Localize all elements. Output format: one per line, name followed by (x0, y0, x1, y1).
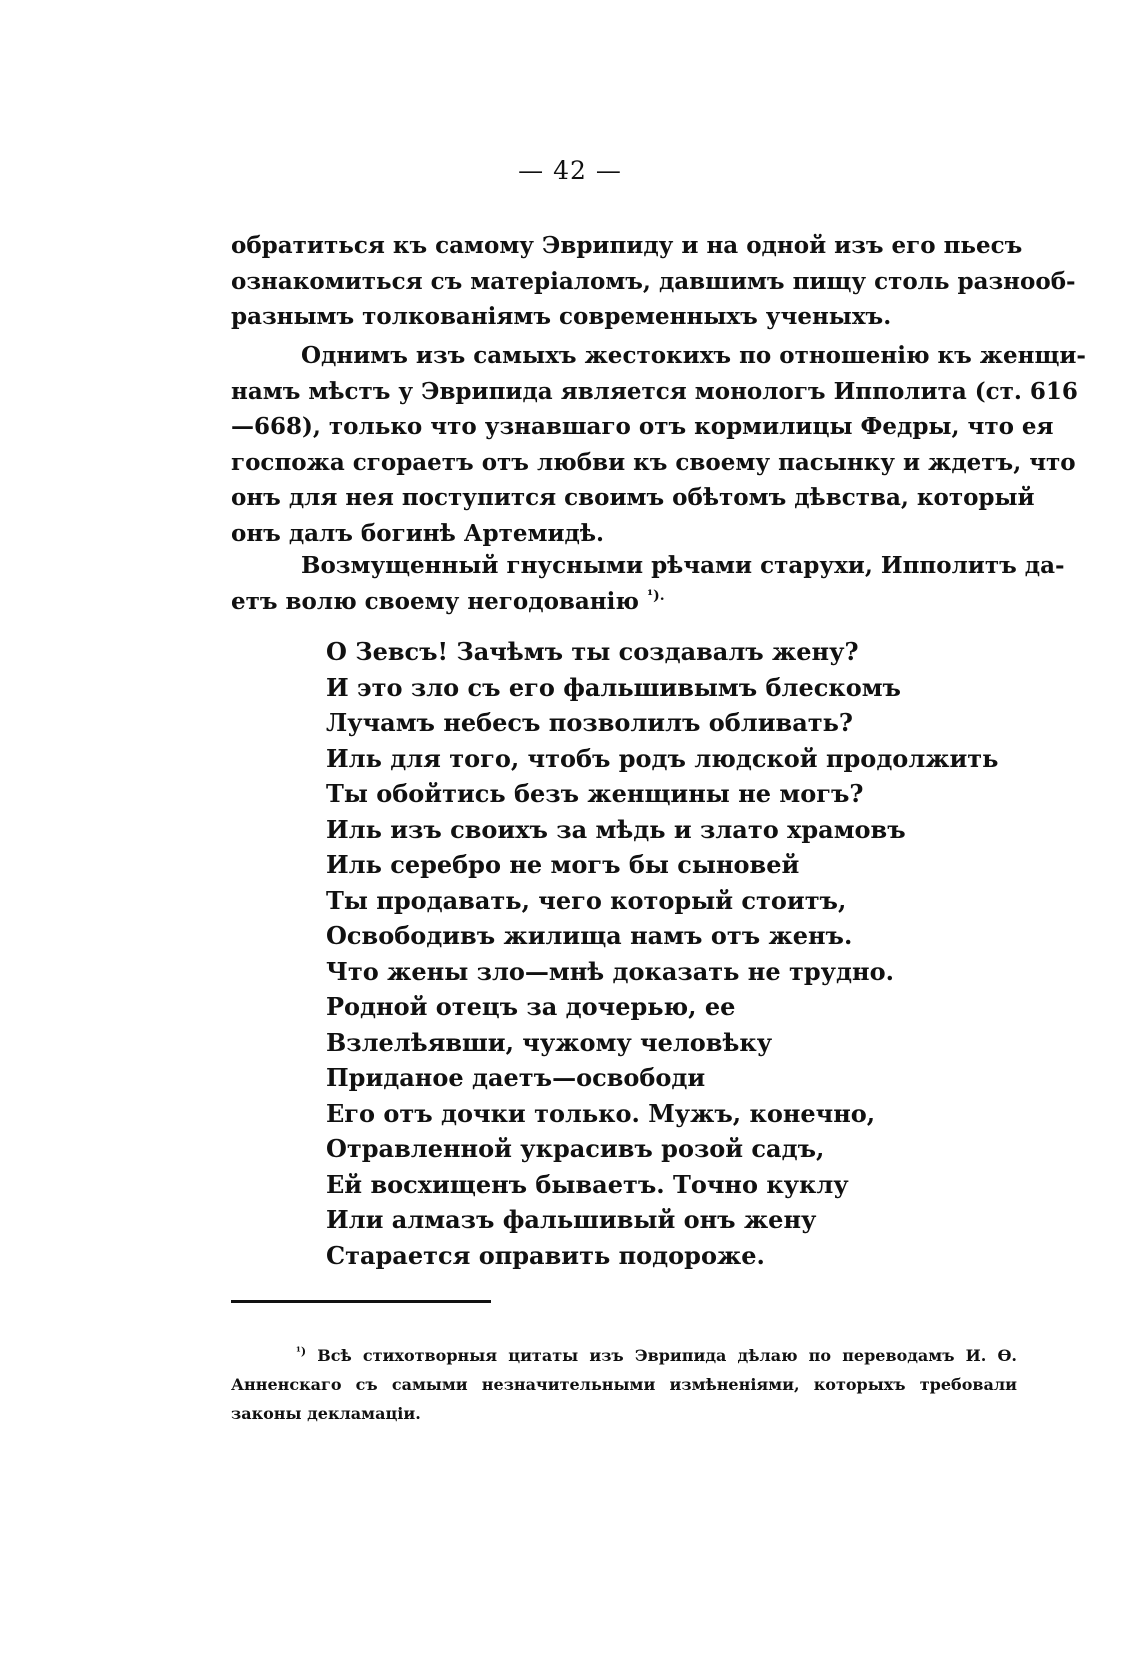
text-line: намъ мѣстъ у Эврипида является монологъ Ипполита (ст. 616 (231, 377, 1078, 405)
verse-line: Взлелѣявши, чужому человѣку (326, 1027, 773, 1057)
footnote (231, 1337, 1017, 1428)
text-line: Возмущенный гнусными рѣчами старухи, Ипполитъ да- (301, 552, 1065, 579)
verse-line: Его отъ дочки только. Мужъ, конечно, (326, 1098, 876, 1128)
text-line: разнымъ толкованіямъ современныхъ ученыхъ. (231, 303, 892, 330)
verse-line: Иль изъ своихъ за мѣдь и злато храмовъ (326, 814, 906, 844)
verse-quotation (326, 634, 999, 1273)
verse-line: Старается оправить подороже. (326, 1240, 765, 1270)
text-line: госпожа сгораетъ отъ любви къ своему пасынку и ждетъ, что (231, 448, 1076, 476)
text-line (231, 584, 1017, 620)
verse-line: И это зло съ его фальшивымъ блескомъ (326, 672, 901, 702)
verse-line: Иль для того, чтобъ родъ людской продолжить (326, 743, 999, 773)
verse-line: Ты обойтись безъ женщины не могъ? (326, 779, 864, 808)
paragraph-indignation (231, 548, 1065, 619)
footnote-reference: ¹). (646, 587, 665, 604)
verse-line: Ей восхищенъ бываетъ. Точно куклу (326, 1169, 849, 1199)
text-line: обратиться къ самому Эврипиду и на одной изъ его пьесъ (231, 232, 1023, 259)
text-line: Однимъ изъ самыхъ жестокихъ по отношенію къ женщи- (301, 342, 1086, 369)
verse-line: Приданое даетъ—освободи (326, 1063, 706, 1092)
footnote-line: Анненскаго съ самыми незначительными измѣненіями, которыхъ требовали (231, 1375, 1017, 1394)
verse-line: О Зевсъ! Зачѣмъ ты создавалъ жену? (326, 637, 859, 666)
page-number: — 42 — (518, 156, 622, 185)
footnote-line: законы декламаціи. (231, 1404, 421, 1423)
footnote-divider (231, 1300, 491, 1303)
text-line: ознакомиться съ матеріаломъ, давшимъ пищу столь разнооб- (231, 267, 1076, 295)
text-line: —668), только что узнавшаго отъ кормилицы Федры, что ея (231, 413, 1054, 440)
verse-line: Освободивъ жилища намъ отъ женъ. (326, 921, 853, 950)
verse-line: Отравленной украсивъ розой садъ, (326, 1134, 825, 1163)
paragraph-intro (231, 228, 1076, 335)
text-line-content: етъ волю своему негодованію (231, 587, 639, 615)
verse-line: Иль серебро не могъ бы сыновей (326, 850, 800, 879)
footnote-mark: ¹) (296, 1345, 307, 1358)
text-line: онъ для нея поступится своимъ обѣтомъ дѣвства, который (231, 484, 1035, 511)
verse-line: Или алмазъ фальшивый онъ жену (326, 1205, 817, 1234)
verse-line: Родной отецъ за дочерью, ее (326, 992, 736, 1021)
verse-line: Что жены зло—мнѣ доказать не трудно. (326, 956, 894, 986)
paragraph-hippolytus-monologue (231, 338, 1086, 551)
footnote-line (231, 1337, 1017, 1370)
text-line: онъ далъ богинѣ Артемидѣ. (231, 519, 605, 547)
verse-line: Лучамъ небесъ позволилъ обливать? (326, 708, 853, 737)
footnote-line-content: Всѣ стихотворныя цитаты изъ Эврипида дѣлаю по переводамъ И. Ѳ. (317, 1346, 1017, 1365)
verse-line: Ты продавать, чего который стоитъ, (326, 885, 847, 915)
